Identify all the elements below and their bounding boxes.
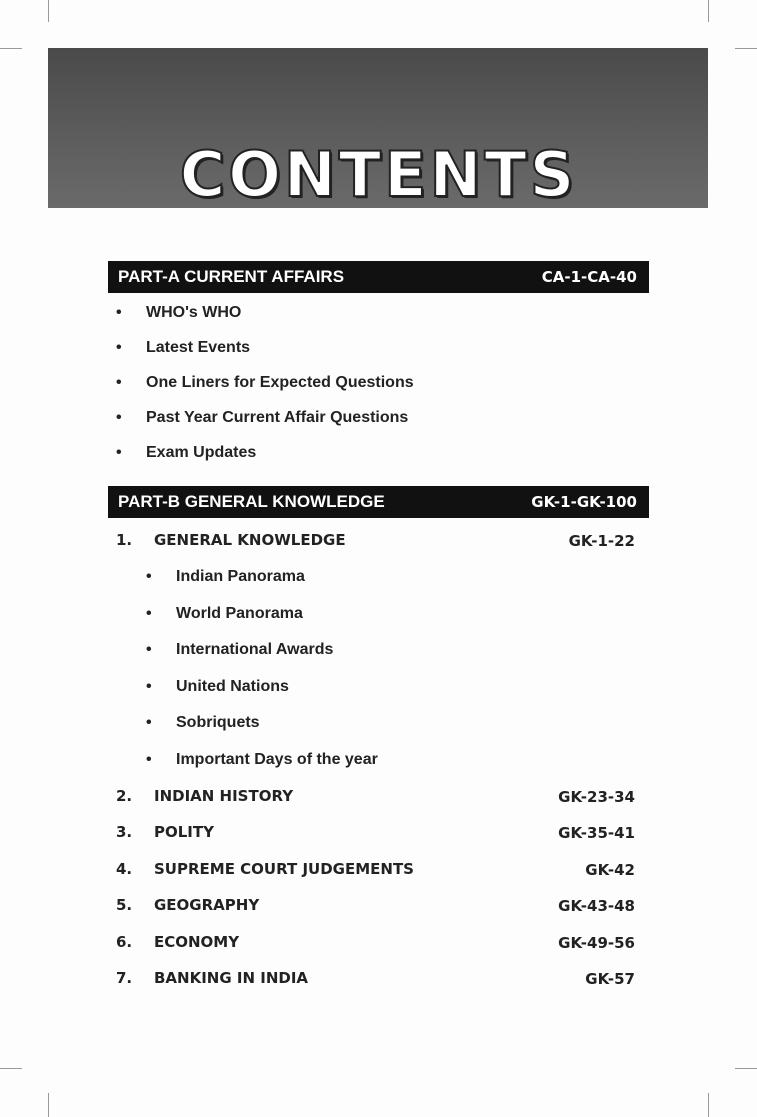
chapter-row	[116, 823, 214, 841]
crop-mark	[48, 0, 49, 22]
part-a-label: PART-A CURRENT AFFAIRS	[118, 267, 345, 286]
chapter-row	[116, 531, 346, 549]
crop-mark	[0, 1068, 22, 1069]
bullet-icon: •	[146, 604, 152, 622]
list-item	[116, 374, 414, 392]
item-label: Latest Events	[146, 339, 251, 356]
item-label: Important Days of the year	[176, 750, 378, 768]
item-label: One Liners for Expected Questions	[146, 374, 414, 391]
bullet-icon: •	[116, 409, 122, 426]
part-b-label: PART-B GENERAL KNOWLEDGE	[118, 492, 385, 511]
item-label: Indian Panorama	[176, 568, 305, 585]
list-item	[146, 751, 378, 769]
chapter-row	[116, 896, 259, 914]
chapter-number: 7.	[116, 969, 133, 987]
crop-mark	[48, 1093, 49, 1117]
part-b-header	[108, 486, 649, 518]
chapter-title: SUPREME COURT JUDGEMENTS	[154, 859, 414, 878]
chapter-number: 6.	[116, 932, 133, 951]
list-item	[116, 339, 250, 357]
chapter-row	[116, 860, 414, 878]
chapter-number: 5.	[116, 896, 133, 915]
list-item	[146, 641, 333, 659]
item-label: United Nations	[176, 677, 289, 695]
list-item	[146, 568, 305, 586]
list-item	[116, 409, 408, 427]
page-title: CONTENTS	[179, 138, 578, 211]
item-label: Past Year Current Affair Questions	[146, 409, 409, 426]
bullet-icon: •	[116, 304, 122, 321]
bullet-icon: •	[116, 339, 122, 356]
chapter-pages: GK-1-22	[568, 532, 635, 550]
chapter-number: 3.	[116, 823, 133, 842]
chapter-title: POLITY	[154, 823, 214, 842]
chapter-pages: GK-42	[585, 860, 635, 879]
item-label: WHO's WHO	[146, 304, 242, 321]
part-b-pages: GK-1-GK-100	[531, 493, 637, 511]
bullet-icon: •	[146, 677, 152, 695]
list-item	[146, 605, 303, 623]
chapter-pages: GK-43-48	[558, 897, 635, 916]
crop-mark	[0, 48, 22, 49]
crop-mark	[735, 1068, 757, 1069]
chapter-title: BANKING IN INDIA	[154, 969, 309, 987]
chapter-number: 4.	[116, 859, 133, 878]
bullet-icon: •	[116, 444, 122, 461]
list-item	[146, 714, 260, 732]
bullet-icon: •	[146, 714, 152, 731]
item-label: Exam Updates	[146, 444, 257, 461]
list-item	[116, 304, 241, 322]
list-item	[146, 678, 289, 696]
chapter-pages: GK-57	[585, 970, 635, 988]
crop-mark	[708, 1093, 709, 1117]
item-label: Sobriquets	[176, 714, 260, 731]
chapter-pages: GK-23-34	[558, 788, 635, 806]
chapter-row	[116, 933, 239, 951]
list-item	[116, 444, 256, 462]
chapter-title: GENERAL KNOWLEDGE	[154, 531, 346, 549]
crop-mark	[708, 0, 709, 22]
chapter-number: 2.	[116, 787, 133, 805]
bullet-icon: •	[116, 374, 122, 391]
bullet-icon: •	[146, 641, 152, 658]
chapter-number: 1.	[116, 531, 133, 549]
chapter-title: ECONOMY	[154, 932, 240, 951]
bullet-icon: •	[146, 750, 152, 768]
chapter-row	[116, 969, 308, 987]
item-label: World Panorama	[176, 604, 303, 622]
chapter-title: INDIAN HISTORY	[154, 787, 294, 805]
chapter-row	[116, 787, 293, 805]
crop-mark	[735, 48, 757, 49]
chapter-pages: GK-49-56	[558, 933, 635, 952]
bullet-icon: •	[146, 568, 152, 585]
part-a-header	[108, 261, 649, 293]
chapter-pages: GK-35-41	[558, 824, 635, 843]
part-a-pages: CA-1-CA-40	[541, 268, 637, 286]
item-label: International Awards	[176, 641, 334, 658]
chapter-title: GEOGRAPHY	[154, 896, 260, 915]
